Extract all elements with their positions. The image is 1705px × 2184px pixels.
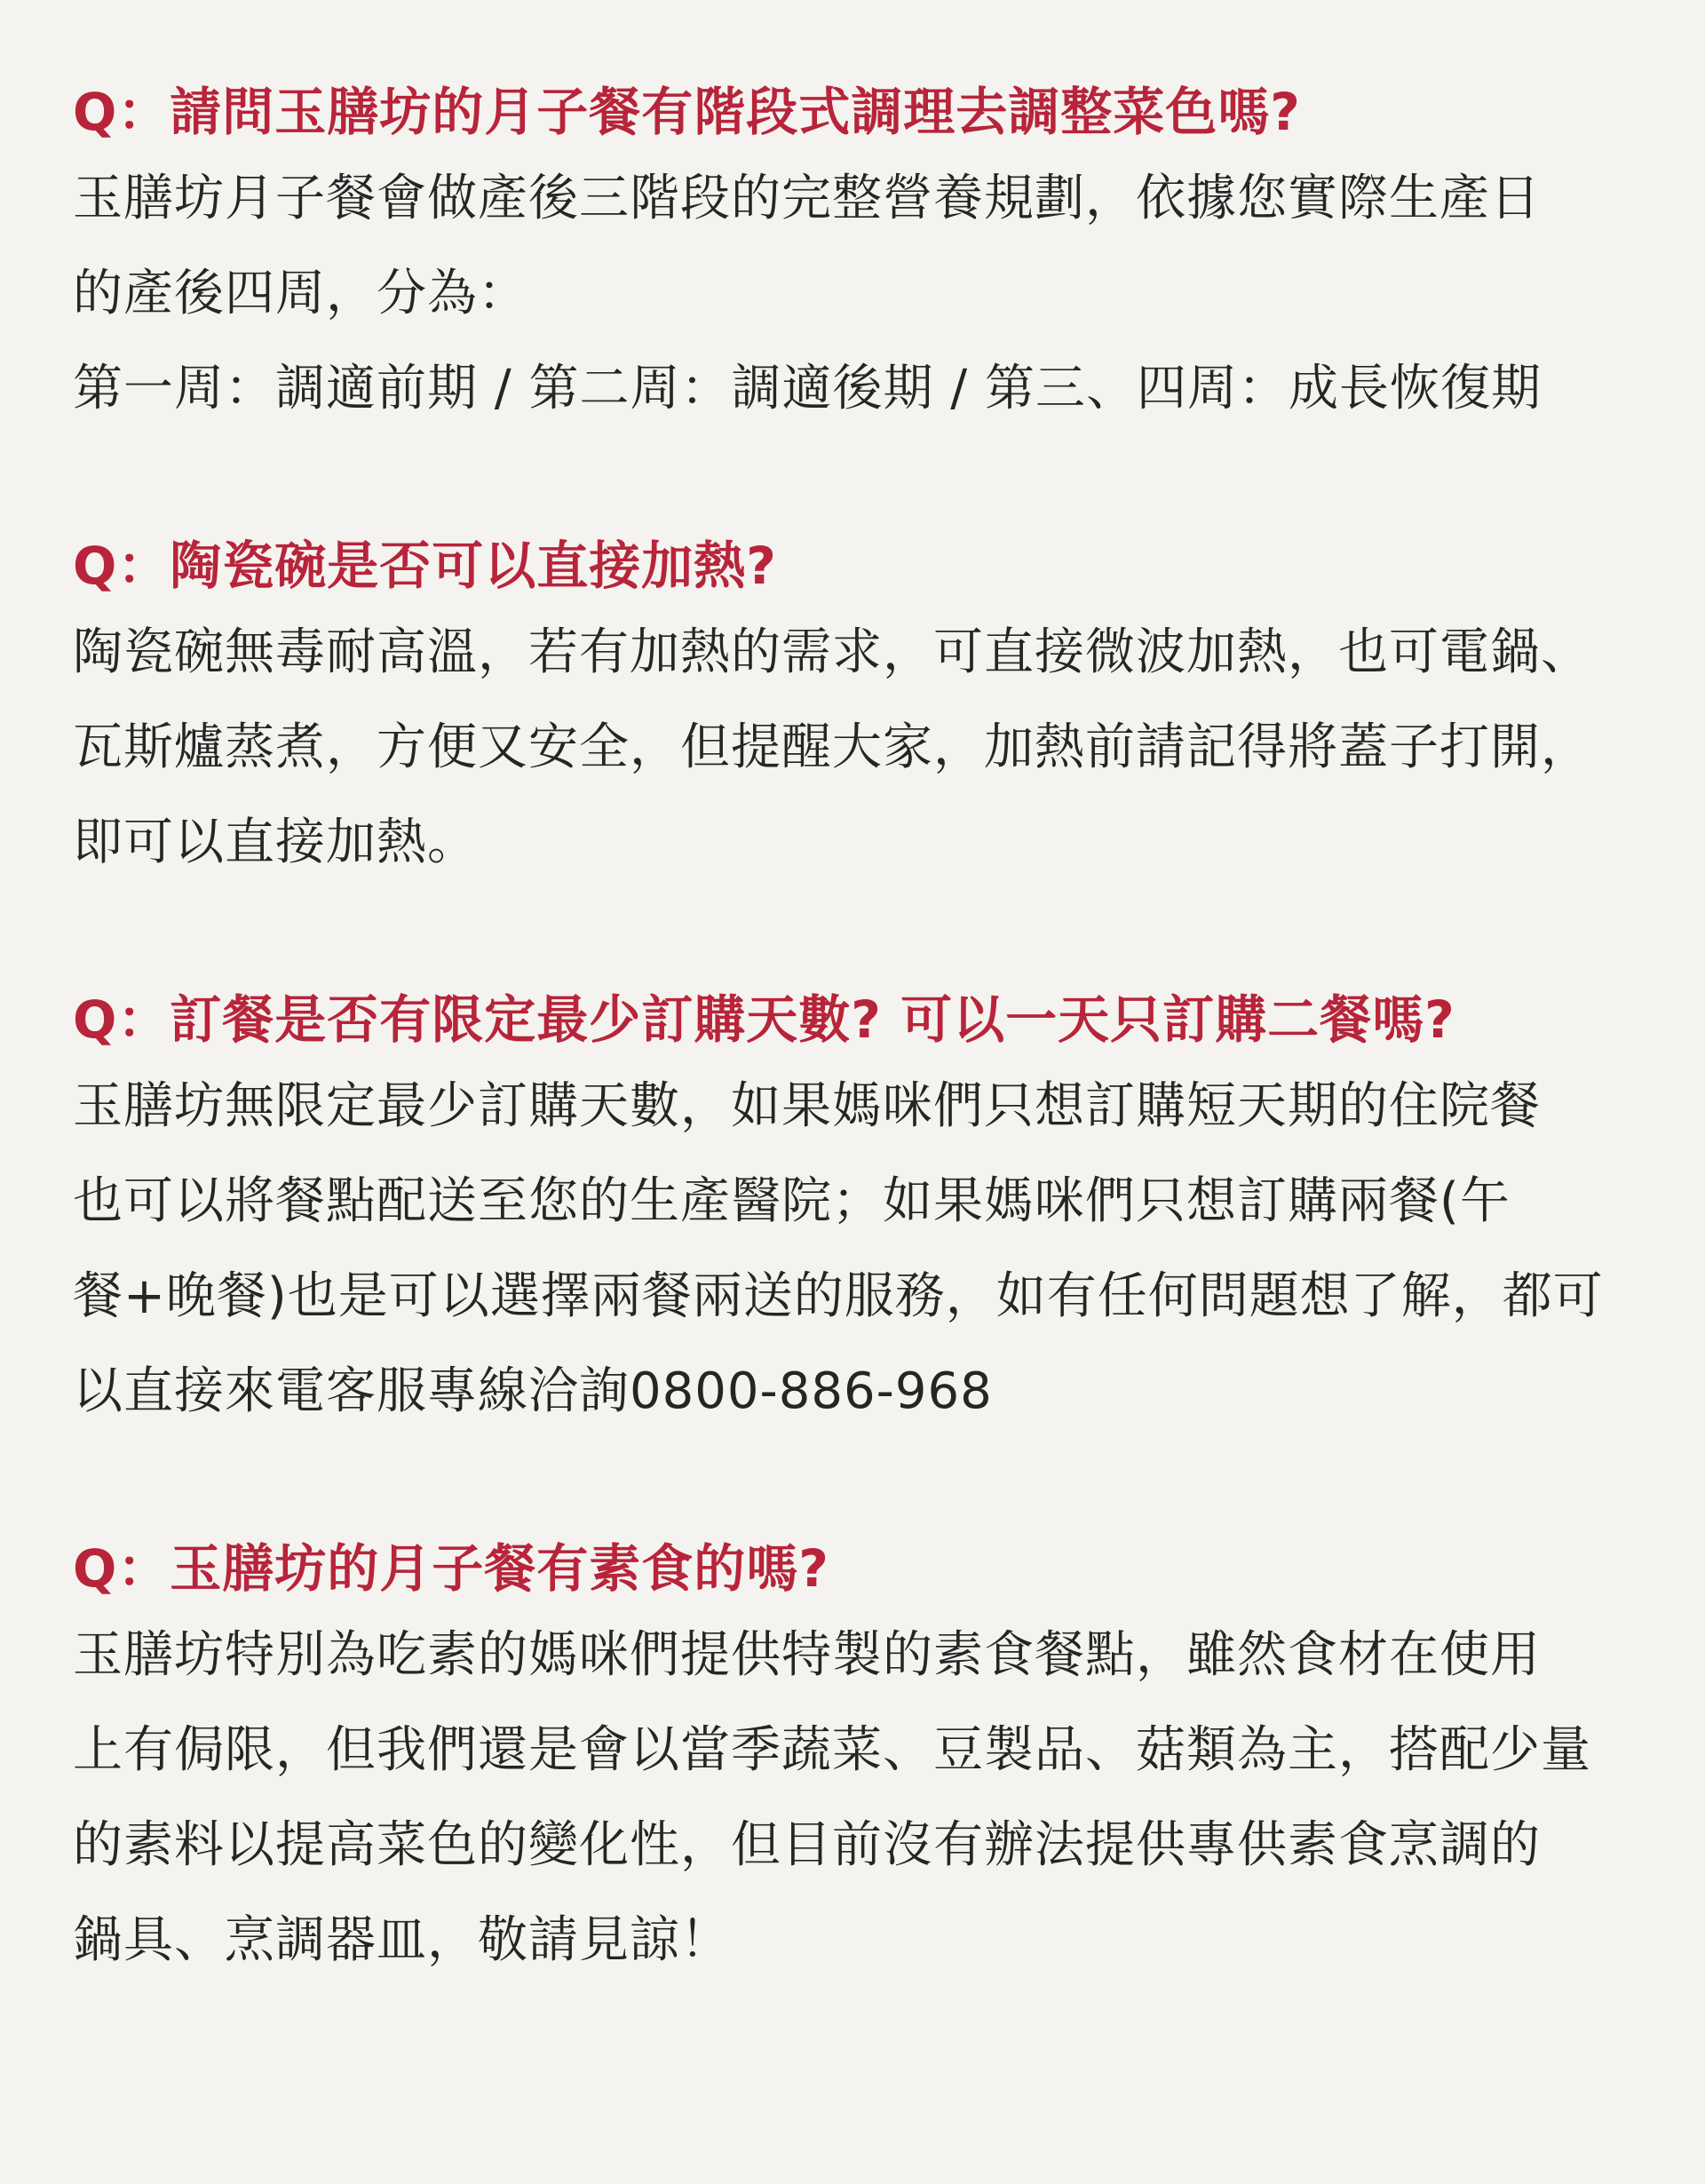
faq-answer-line: 玉膳坊無限定最少訂購天數，如果媽咪們只想訂購短天期的住院餐 <box>73 1077 1541 1135</box>
faq-answer-line: 也可以將餐點配送至您的生產醫院；如果媽咪們只想訂購兩餐(午 <box>73 1172 1511 1230</box>
faq-answer <box>73 605 1634 890</box>
faq-question: Q：訂餐是否有限定最少訂購天數? 可以一天只訂購二餐嗎? <box>73 989 1455 1050</box>
faq-answer-line: 上有侷限，但我們還是會以當季蔬菜、豆製品、菇類為主，搭配少量 <box>73 1721 1591 1779</box>
faq-answer-line: 鍋具、烹調器皿，敬請見諒！ <box>73 1911 731 1969</box>
faq-answer-line: 陶瓷碗無毒耐高溫，若有加熱的需求，可直接微波加熱，也可電鍋、 <box>73 623 1591 681</box>
faq-answer <box>73 1608 1634 1988</box>
faq-item <box>73 1535 1634 1988</box>
faq-item <box>73 532 1634 890</box>
faq-question: Q：玉膳坊的月子餐有素食的嗎? <box>73 1538 829 1599</box>
faq-item <box>73 78 1634 436</box>
faq-answer-line: 的產後四周，分為： <box>73 265 528 322</box>
faq-item <box>73 986 1634 1439</box>
faq-answer-line: 玉膳坊特別為吃素的媽咪們提供特製的素食餐點，雖然食材在使用 <box>73 1626 1541 1684</box>
faq-answer-line: 以直接來電客服專線洽詢0800-886-968 <box>73 1362 993 1420</box>
faq-answer-line: 第一周：調適前期 / 第二周：調適後期 / 第三、四周：成長恢復期 <box>73 360 1542 417</box>
faq-answer-line: 玉膳坊月子餐會做產後三階段的完整營養規劃，依據您實際生產日 <box>73 170 1541 227</box>
faq-answer-line: 餐+晚餐)也是可以選擇兩餐兩送的服務，如有任何問題想了解，都可 <box>73 1267 1604 1325</box>
faq-answer-line: 的素料以提高菜色的變化性，但目前沒有辦法提供專供素食烹調的 <box>73 1816 1541 1874</box>
faq-answer-line: 瓦斯爐蒸煮，方便又安全，但提醒大家，加熱前請記得將蓋子打開， <box>73 719 1591 776</box>
faq-answer <box>73 1059 1634 1439</box>
faq-answer-line: 即可以直接加熱。 <box>73 814 478 871</box>
faq-question: Q：請問玉膳坊的月子餐有階段式調理去調整菜色嗎? <box>73 82 1301 142</box>
faq-question: Q：陶瓷碗是否可以直接加熱? <box>73 536 777 596</box>
faq-answer <box>73 151 1634 436</box>
